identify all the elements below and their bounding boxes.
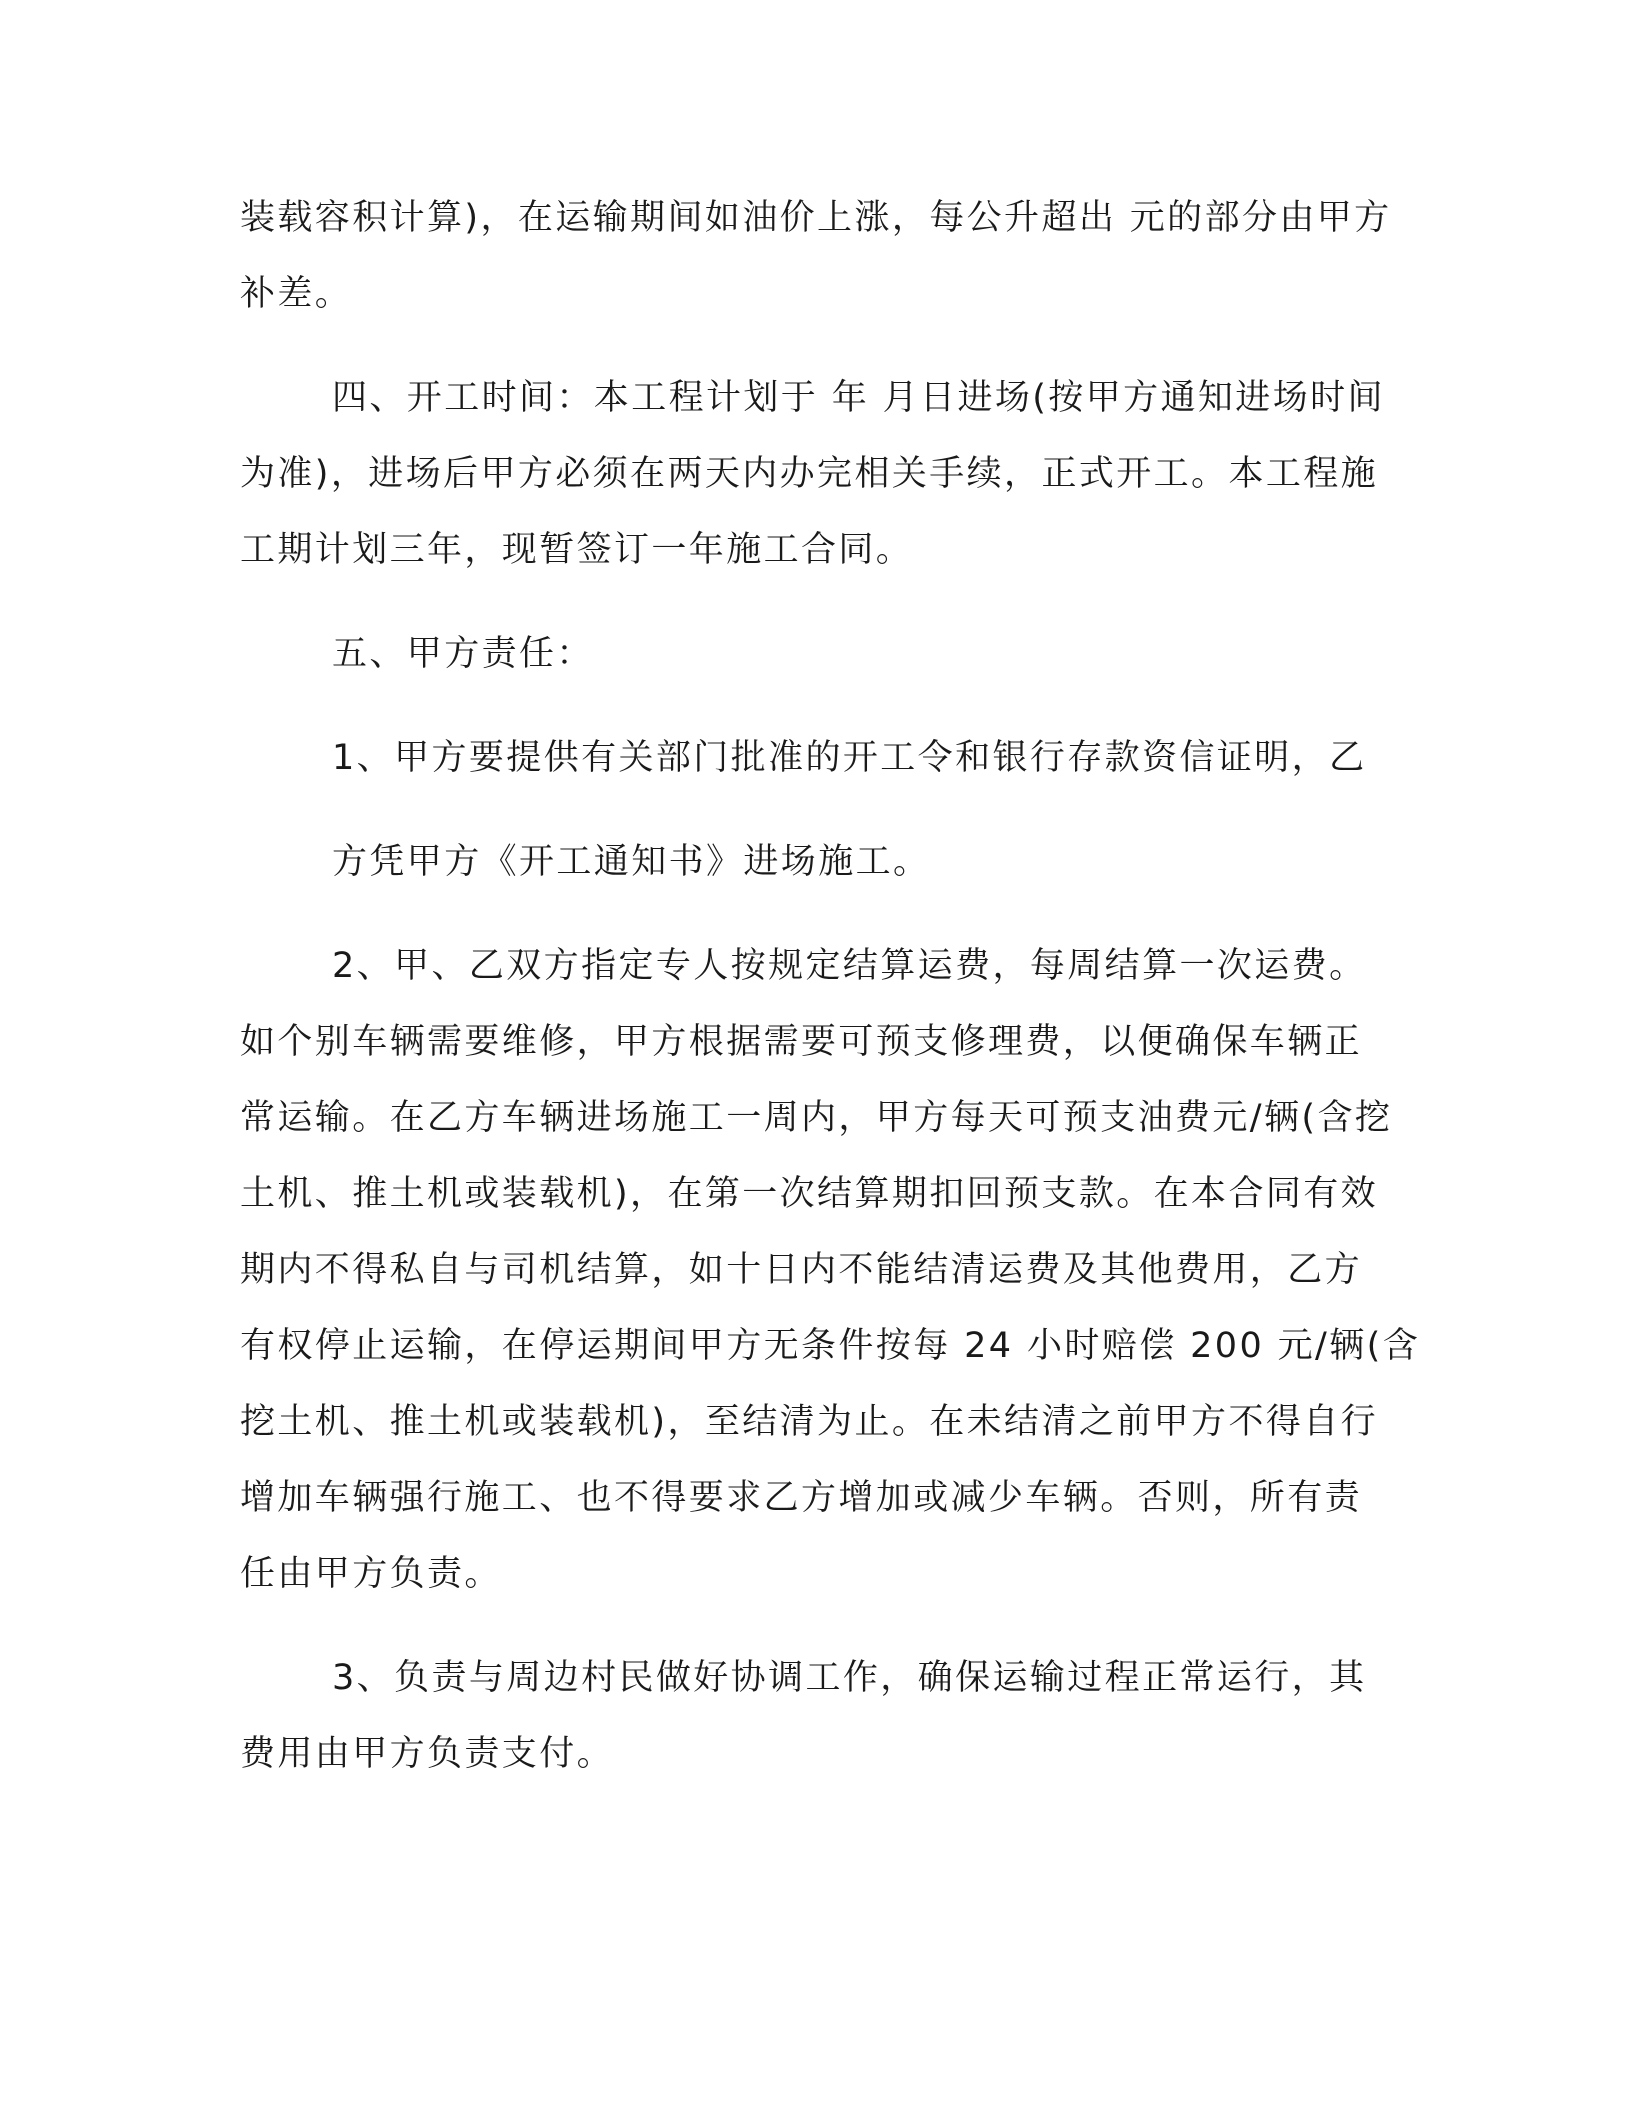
text-line: 挖土机、推土机或装载机)，至结清为止。在未结清之前甲方不得自行	[240, 1402, 1379, 1442]
text-line: 方凭甲方《开工通知书》进场施工。	[332, 842, 931, 882]
text-line: 增加车辆强行施工、也不得要求乙方增加或减少车辆。否则，所有责	[240, 1478, 1363, 1518]
text-line: 为准)，进场后甲方必须在两天内办完相关手续，正式开工。本工程施	[240, 454, 1379, 494]
text-line: 费用由甲方负责支付。	[240, 1734, 615, 1774]
text-line: 土机、推土机或装载机)，在第一次结算期扣回预支款。在本合同有效	[240, 1174, 1379, 1214]
text-line: 装载容积计算)，在运输期间如油价上涨，每公升超出 元的部分由甲方	[240, 198, 1392, 238]
text-line: 任由甲方负责。	[240, 1554, 502, 1594]
text-line: 工期计划三年，现暂签订一年施工合同。	[240, 530, 914, 570]
text-line: 四、开工时间：本工程计划于 年 月日进场(按甲方通知进场时间	[332, 378, 1385, 418]
text-line: 补差。	[240, 274, 353, 314]
text-line: 3、负责与周边村民做好协调工作，确保运输过程正常运行，其	[332, 1658, 1367, 1698]
text-line: 如个别车辆需要维修，甲方根据需要可预支修理费，以便确保车辆正	[240, 1022, 1363, 1062]
text-line: 期内不得私自与司机结算，如十日内不能结清运费及其他费用，乙方	[240, 1250, 1363, 1290]
text-line: 常运输。在乙方车辆进场施工一周内，甲方每天可预支油费元/辆(含挖	[240, 1098, 1393, 1138]
text-line: 2、甲、乙双方指定专人按规定结算运费，每周结算一次运费。	[332, 946, 1367, 986]
text-line: 1、甲方要提供有关部门批准的开工令和银行存款资信证明，乙	[332, 738, 1367, 778]
section-heading: 五、甲方责任：	[332, 634, 594, 674]
text-line: 有权停止运输，在停运期间甲方无条件按每 24 小时赔偿 200 元/辆(含	[240, 1326, 1421, 1366]
